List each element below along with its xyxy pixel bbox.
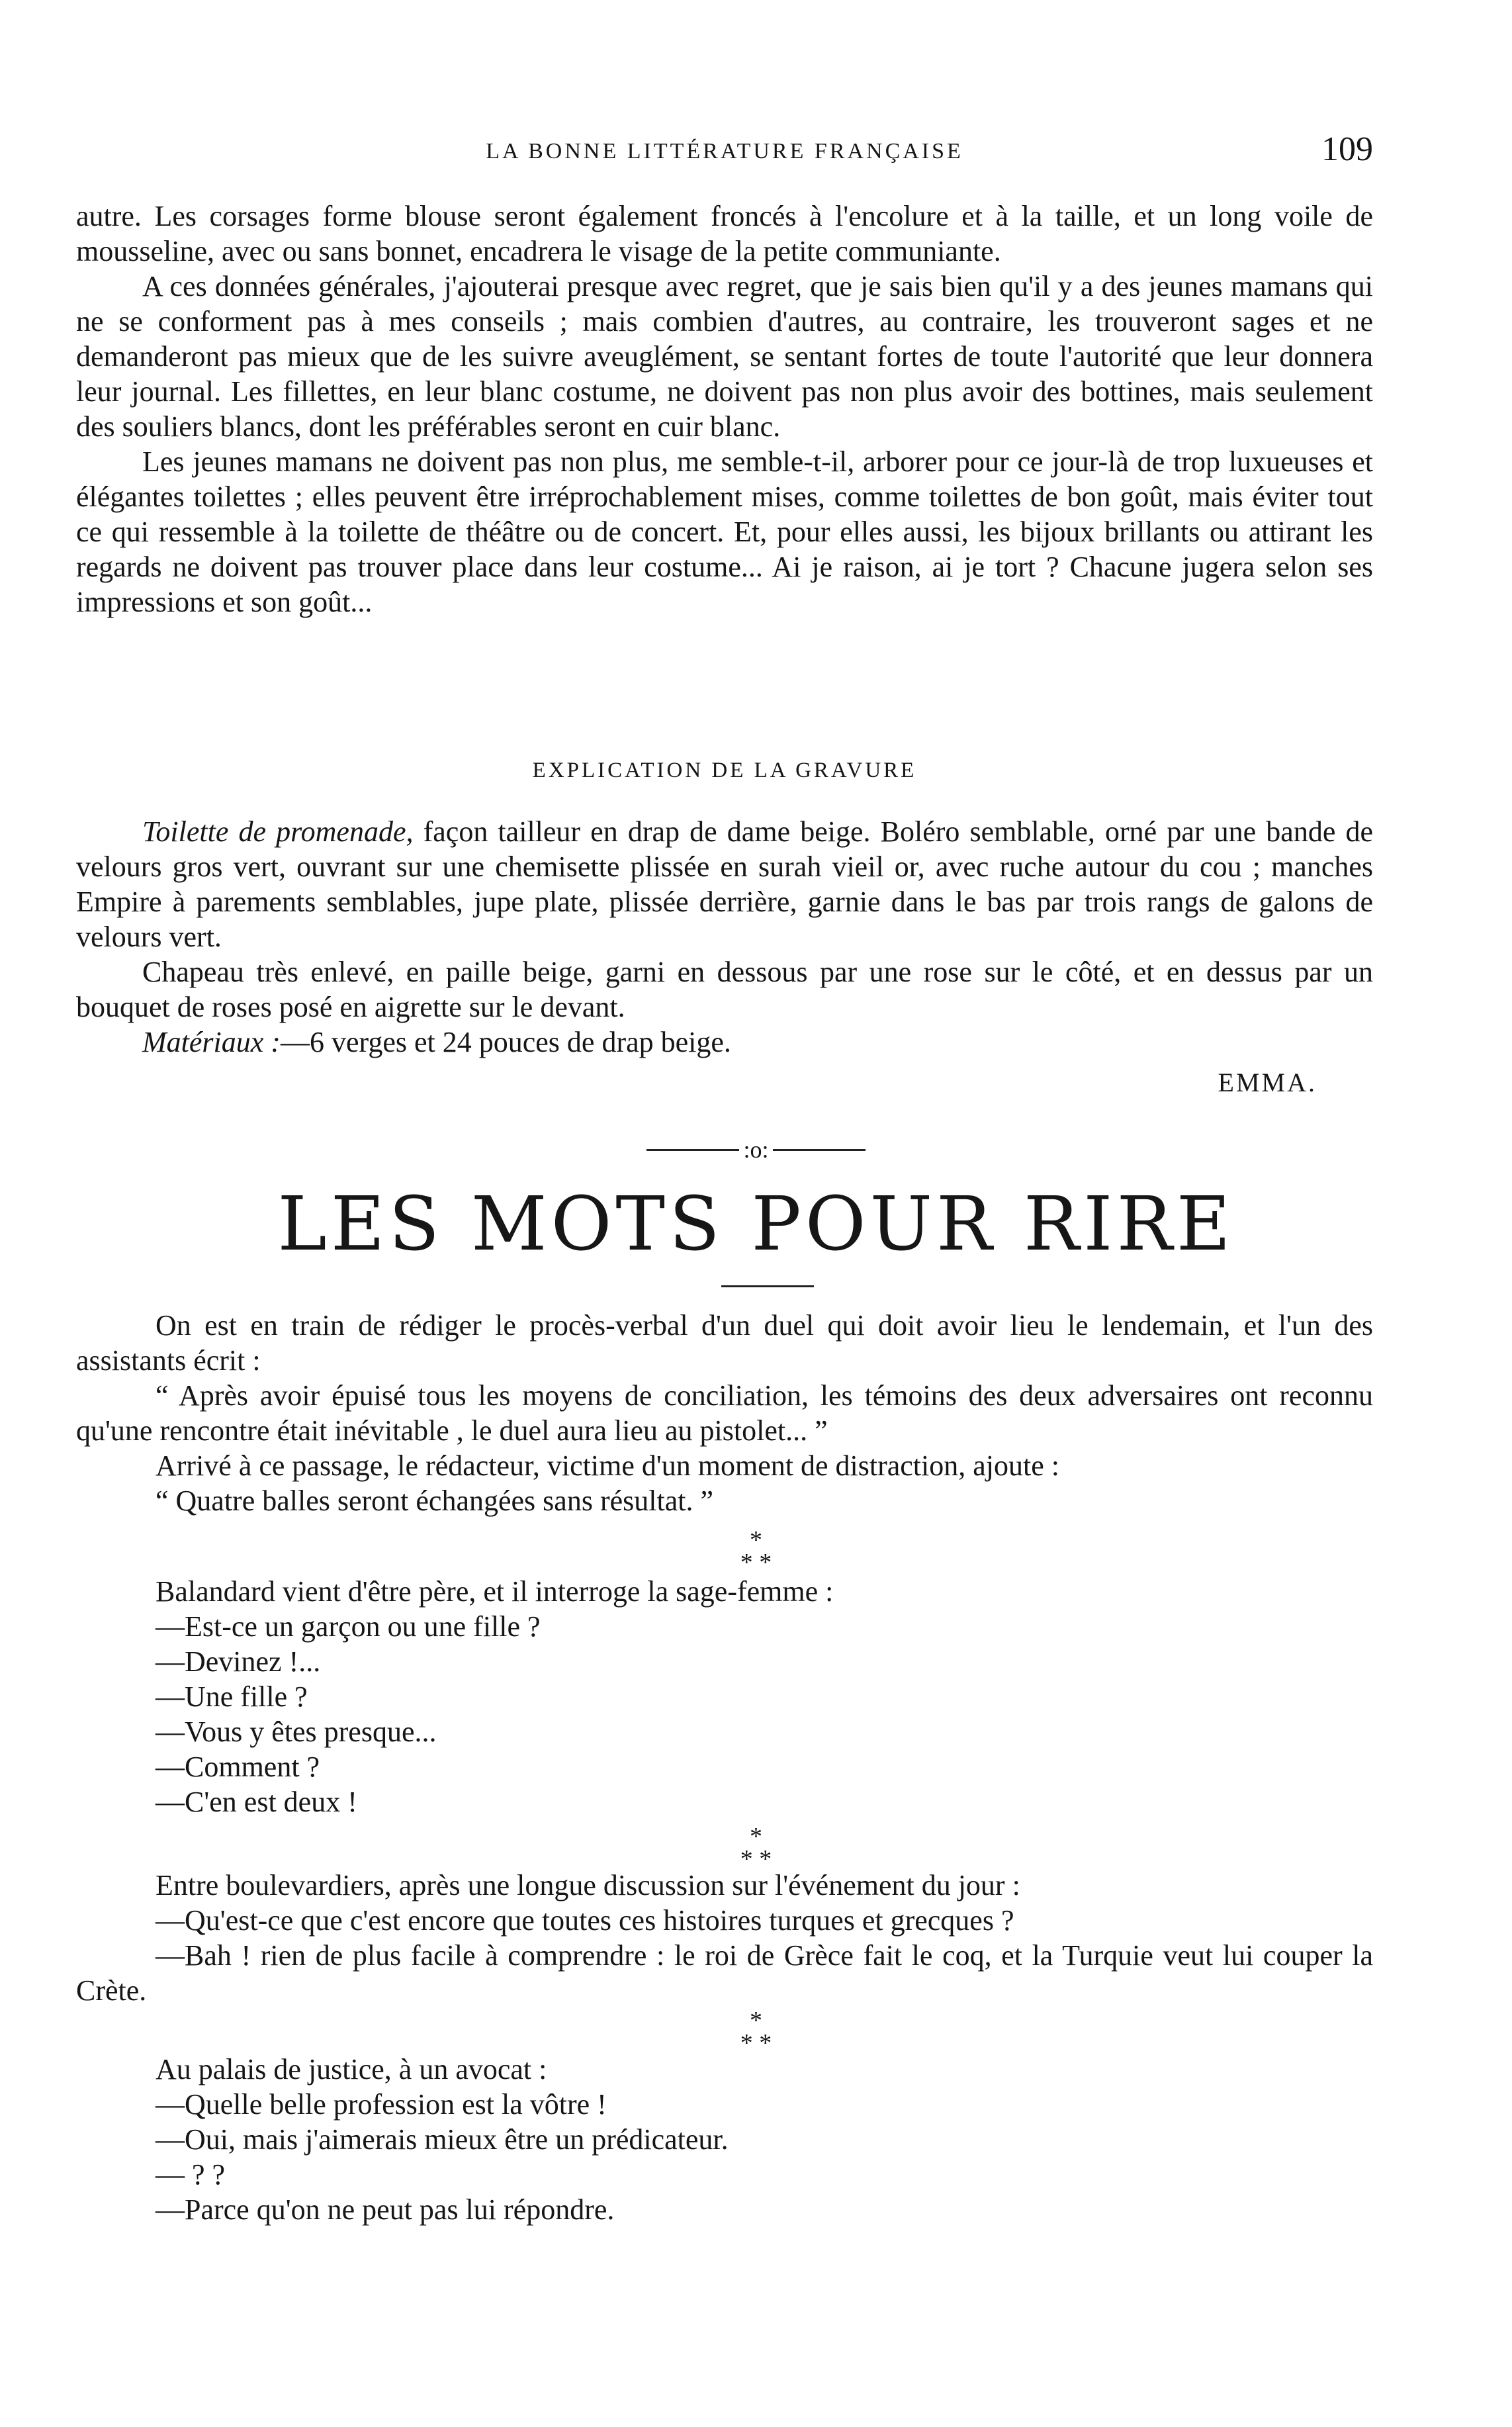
joke-balandard <box>76 1574 1373 1819</box>
dialogue-line: —Parce qu'on ne peut pas lui répondre. <box>156 2193 615 2226</box>
asterism-star: * <box>750 1526 762 1554</box>
paragraph: Arrivé à ce passage, le rédacteur, victime d'un moment de distraction, ajoute : <box>156 1449 1059 1482</box>
dialogue-line: —C'en est deux ! <box>156 1786 357 1818</box>
article-continuation <box>76 199 1373 619</box>
joke-avocat <box>76 2052 1373 2227</box>
separator-mark: :o: <box>743 1136 769 1163</box>
paragraph: On est en train de rédiger le procès-verbal d'un duel qui doit avoir lieu le lendemain, et l'un des assistants écrit : <box>76 1309 1373 1377</box>
italic-term: Matériaux : <box>142 1026 281 1058</box>
dialogue-line: —Oui, mais j'aimerais mieux être un prédicateur. <box>156 2123 729 2156</box>
dialogue-line: —Devinez !... <box>156 1645 321 1678</box>
paragraph: “ Après avoir épuisé tous les moyens de conciliation, les témoins des deux adversaires ont reconnu qu'une rencontre était inévitable , le duel aura lieu au pistolet... ” <box>76 1379 1373 1447</box>
italic-term: Toilette de promenade, <box>142 815 414 848</box>
paragraph <box>76 1025 1373 1060</box>
dialogue-line: Balandard vient d'être père, et il interroge la sage-femme : <box>156 1575 834 1608</box>
running-title: LA BONNE LITTÉRATURE FRANÇAISE <box>486 139 963 163</box>
asterism <box>0 1823 1512 1873</box>
asterism-star: * <box>759 1845 772 1873</box>
asterism-star: * <box>740 2029 753 2057</box>
paragraph: Les jeunes mamans ne doivent pas non plus, me semble-t-il, arborer pour ce jour-là de trop luxueuses et élégantes toilettes ; elles peuvent être irréprochablement mises, comme toilettes de bon goût, mais éviter tout ce qui ressemble à la toilette de théâtre ou de concert. Et, pour elles aussi, les bijoux brillants ou attirant les regards ne doivent pas trouver place dans leur costume... Ai je raison, ai je tort ? Chacune jugera selon ses impressions et son goût... <box>76 445 1373 618</box>
section-title: LES MOTS POUR RIRE <box>277 1181 1235 1267</box>
separator-rule <box>646 1149 739 1151</box>
paragraph: “ Quatre balles seront échangées sans résultat. ” <box>156 1485 713 1517</box>
separator <box>0 1136 1512 1164</box>
dialogue-line: Entre boulevardiers, après une longue discussion sur l'événement du jour : <box>156 1869 1020 1901</box>
asterism-star: * <box>750 2007 762 2035</box>
asterism-star: * <box>740 1845 753 1873</box>
dialogue-line: — ? ? <box>156 2158 226 2191</box>
section-title-gravure: EXPLICATION DE LA GRAVURE <box>532 758 917 782</box>
page-number: 109 <box>1321 130 1373 168</box>
asterism-star: * <box>759 2029 772 2057</box>
signature: EMMA. <box>1218 1068 1317 1097</box>
title-rule <box>721 1285 814 1287</box>
paragraph-text: —6 verges et 24 pouces de drap beige. <box>280 1026 731 1058</box>
asterism-star: * <box>740 1549 753 1577</box>
dialogue-line: —Bah ! rien de plus facile à comprendre : le roi de Grèce fait le coq, et la Turquie veut lui couper la Crète. <box>76 1939 1373 2007</box>
gravure-explanation <box>76 814 1373 1060</box>
asterism <box>0 1526 1512 1577</box>
paragraph-text: façon tailleur en drap de dame beige. Boléro semblable, orné par une bande de velours gros vert, ouvrant sur une chemisette plissée en surah vieil or, avec ruche autour du cou ; manches Empire à parements semblables, jupe plate, plissée derrière, garnie dans le bas par trois rangs de galons de velours vert. <box>76 815 1373 953</box>
dialogue-line: —Comment ? <box>156 1751 320 1783</box>
paragraph: A ces données générales, j'ajouterai presque avec regret, que je sais bien qu'il y a des jeunes mamans qui ne se conforment pas à mes conseils ; mais combien d'autres, au contraire, les trouveront sages et ne demanderont pas mieux que de les suivre aveuglément, se sentant fortes de toute l'autorité que leur donnera leur journal. Les fillettes, en leur blanc costume, ne doivent pas non plus avoir des bottines, mais seulement des souliers blancs, dont les préférables seront en cuir blanc. <box>76 270 1373 443</box>
asterism-star: * <box>750 1823 762 1851</box>
dialogue-line: —Qu'est-ce que c'est encore que toutes ces histoires turques et grecques ? <box>156 1904 1014 1937</box>
paragraph <box>76 814 1373 954</box>
joke-duel <box>76 1308 1373 1518</box>
running-head <box>76 132 1373 185</box>
dialogue-line: —Est-ce un garçon ou une fille ? <box>156 1610 541 1643</box>
separator-rule <box>773 1149 866 1151</box>
asterism-star: * <box>759 1549 772 1577</box>
dialogue-line: —Vous y êtes presque... <box>156 1716 437 1748</box>
asterism <box>0 2007 1512 2057</box>
paragraph: autre. Les corsages forme blouse seront également froncés à l'encolure et à la taille, et un long voile de mousseline, avec ou sans bonnet, encadrera le visage de la petite communiante. <box>76 200 1373 267</box>
dialogue-line: —Quelle belle profession est la vôtre ! <box>156 2088 607 2121</box>
dialogue-line: Au palais de justice, à un avocat : <box>156 2053 547 2085</box>
dialogue-line: —Une fille ? <box>156 1680 308 1713</box>
paragraph: Chapeau très enlevé, en paille beige, garni en dessous par une rose sur le côté, et en dessus par un bouquet de roses posé en aigrette sur le devant. <box>76 956 1373 1023</box>
joke-boulevardiers <box>76 1868 1373 2008</box>
